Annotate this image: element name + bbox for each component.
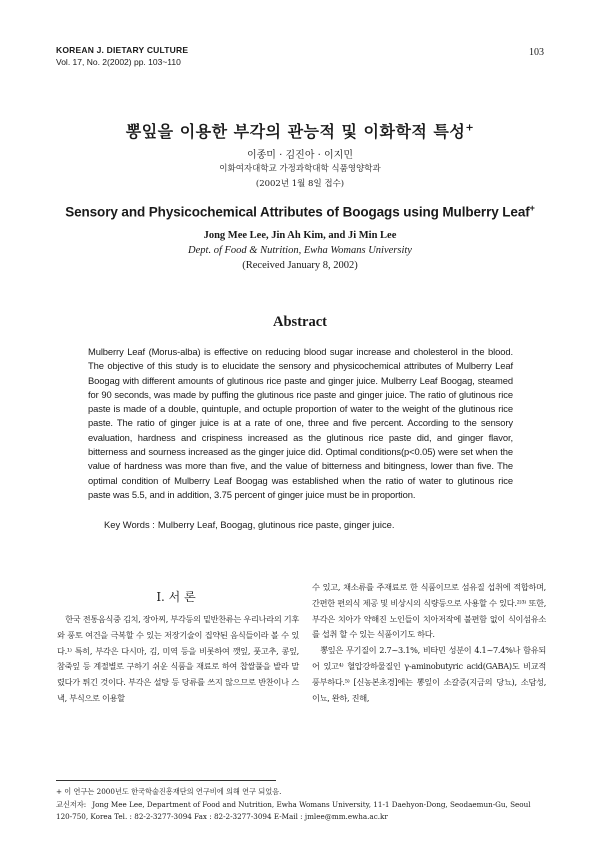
journal-title: KOREAN J. DIETARY CULTURE (56, 45, 189, 55)
body-column-right (312, 580, 546, 706)
english-authors: Jong Mee Lee, Jin Ah Kim, and Ji Min Lee (203, 230, 397, 241)
footnote-corresponding-author (56, 799, 546, 822)
section-heading-introduction: I. 서 론 (156, 590, 196, 604)
english-received-date: (Received January 8, 2002) (242, 260, 358, 271)
corresponding-label: 교신저자: (56, 800, 87, 809)
footnote-funding: + 이 연구는 2000년도 한국학술진흥재단의 연구비에 의해 연구 되었음. (56, 787, 282, 796)
korean-title (0, 119, 600, 142)
abstract-heading: Abstract (273, 314, 327, 330)
journal-header (56, 44, 188, 68)
keywords (104, 519, 395, 530)
korean-authors: 이종미 · 김진아 · 이지민 (246, 150, 353, 161)
body-column-left (57, 612, 299, 707)
keywords-list: Mulberry Leaf, Boogag, glutinous rice paste, ginger juice. (157, 519, 395, 530)
korean-title-text: 뽕잎을 이용한 부각의 관능적 및 이화학적 특성 (125, 122, 466, 141)
abstract-text: Mulberry Leaf (Morus-alba) is effective on reducing blood sugar increase and cholesterol in the blood. The objective of this study is to elucidate the sensory and physicochemical attributes of Mulberry Leaf Boogag with different amounts of glutinous rice paste and ginger juice. Mulberry Leaf Boogag, steamed for 90 seconds, was made by puffing the glutinous rice paste and ginger juice. The ratio of glutinous rice paste is made of a double, quintuple, and octuple proportion of water to the weight of the glutinous rice paste. The ratio of ginger juice is at a rate of one, three and five percent. According to the sensory evaluation, hardness and crispiness increased as the glutinous rice paste did, and ginger flavor, bitterness and sourness increased as the ginger juice did. Optimal conditions(p<0.05) were set when the value of hardness was more than five, and the value of bitterness and bitingness, lower than five. The optimal condition of Mulberry Leaf Boogag was established when the ratio of water to glutinous rice paste was 5.5, and in addition, 3.75 percent of ginger juice must be in proportion. (88, 346, 513, 500)
journal-volume: Vol. 17, No. 2(2002) pp. 103~110 (56, 57, 181, 67)
korean-affiliation: 이화여자대학교 가정과학대학 식품영양학과 (219, 164, 381, 174)
korean-received-date: (2002년 1월 8일 접수) (255, 179, 345, 189)
korean-title-mark: + (465, 122, 475, 134)
english-title-text: Sensory and Physicochemical Attributes of Boogags using Mulberry Leaf (65, 204, 530, 220)
keywords-label: Key Words : (104, 519, 155, 530)
english-affiliation: Dept. of Food & Nutrition, Ewha Womans University (188, 245, 412, 256)
intro-paragraph-1: 한국 전통음식중 김치, 장아찌, 부각등의 밑반찬류는 우리나라의 기후와 풍토 여건을 극복할 수 있는 저장기술이 집약된 음식들이라 볼 수 있다.¹⁾ 특히, 부각은 다시마, 김, 미역 등을 비롯하여 깻잎, 풋고추, 콩잎, 참죽잎 등 계절별로 구하기 쉬운 식품을 재료로 하여 찹쌀풀을 발라 말렸다가 튀긴 것이다. 부각은 설탕 등 당류를 쓰지 않으므로 반찬이나 스낵, 부식으로 이용할 (57, 614, 299, 703)
english-title (0, 203, 600, 220)
intro-paragraph-2: 뽕잎은 무기질이 2.7~3.1%, 비타민 성분이 4.1~7.4%나 함유되어 있고⁴⁾ 혈압강하물질인 γ-aminobutyric acid(GABA)도 비교적 풍부하다.⁵⁾ [신농본초경]에는 뽕잎이 소갈증(지금의 당뇨), 소담성, 이뇨, 완하, 진해, (312, 645, 546, 703)
corresponding-details: Jong Mee Lee, Department of Food and Nutrition, Ewha Womans University, 11-1 Daehyon-Dong, Seodaemun-Gu, Seoul 120-750, Korea Tel. : 82-2-3277-3094 Fax : 82-2-3277-3094 E-Mail : jmlee@mm.ewha.ac.kr (56, 800, 531, 821)
intro-paragraph-1-continued: 수 있고, 채소류를 주재료로 한 식품이므로 섬유질 섭취에 적합하며, 간편한 편의식 제공 및 비상시의 식량등으로 사용할 수 있다.²⁾³⁾ 또한, 부각은 치아가 약해진 노인들이 치아저작에 불편함 없이 식이섬유소를 섭취 할 수 있는 식품이기도 하다. (312, 582, 546, 640)
footnote-divider (56, 780, 276, 781)
english-title-mark: + (529, 203, 535, 213)
page-number: 103 (529, 47, 544, 58)
